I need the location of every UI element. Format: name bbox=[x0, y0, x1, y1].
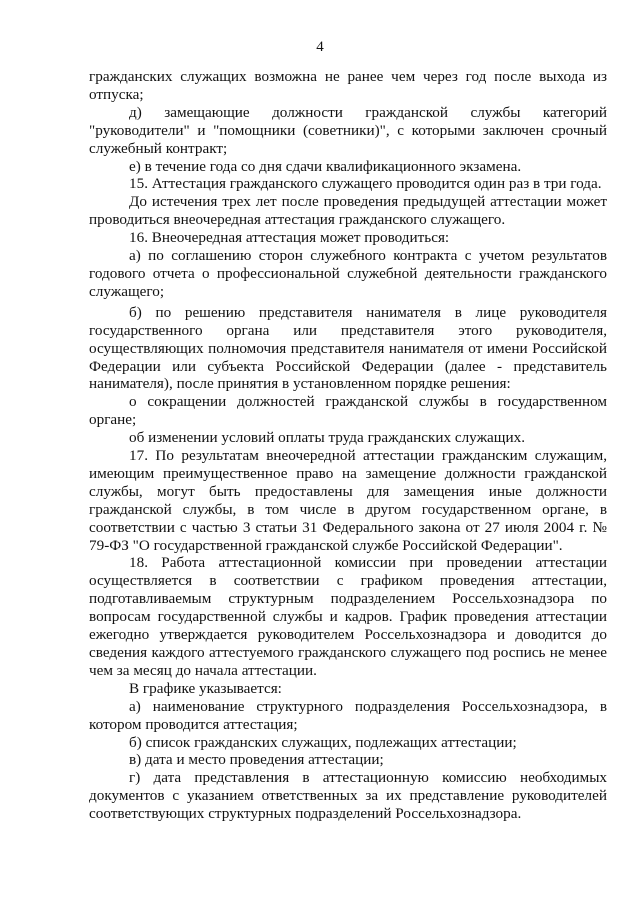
paragraph-16: 16. Внеочередная аттестация может проводиться: bbox=[129, 229, 450, 247]
paragraph-schedule-intro: В графике указывается: bbox=[129, 679, 282, 697]
paragraph-16-item-a: а) по соглашению сторон служебного контракта с учетом результатов годового отчета о профессиональной служебной деятельности гражданского служащего; bbox=[89, 247, 607, 300]
paragraph-schedule-item-b: б) список гражданских служащих, подлежащих аттестации; bbox=[129, 733, 517, 751]
paragraph-18: 18. Работа аттестационной комиссии при проведении аттестации осуществляется в соответствии с графиком проведения аттестации, подготавливаемым структурным подразделением Россельхознадзора по вопросам государственной службы и кадров. График проведения аттестации ежегодно утверждается руководителем Россельхознадзора и доводится до сведения каждого аттестуемого гражданского служащего под роспись не менее чем за месяц до начала аттестации. bbox=[89, 554, 607, 679]
paragraph-item-d: д) замещающие должности гражданской службы категорий "руководители" и "помощники (советники)", с которыми заключен срочный служебный контракт; bbox=[89, 103, 607, 157]
paragraph-16-reduction: о сокращении должностей гражданской службы в государственном органе; bbox=[89, 393, 607, 429]
paragraph-continuation: гражданских служащих возможна не ранее чем через год после выхода из отпуска; bbox=[89, 68, 607, 103]
paragraph-item-e: е) в течение года со дня сдачи квалификационного экзамена. bbox=[129, 157, 522, 175]
paragraph-15-continued: До истечения трех лет после проведения предыдущей аттестации может проводиться внеочередная аттестация гражданского служащего. bbox=[89, 193, 607, 229]
paragraph-schedule-item-v: в) дата и место проведения аттестации; bbox=[129, 751, 384, 769]
paragraph-schedule-item-a: а) наименование структурного подразделения Россельхознадзора, в котором проводится аттестация; bbox=[89, 697, 607, 733]
paragraph-schedule-item-g: г) дата представления в аттестационную комиссию необходимых документов с указанием ответственных за их представление руководителей соответствующих структурных подразделений Россельхознадзора. bbox=[89, 769, 607, 823]
paragraph-16-item-b: б) по решению представителя нанимателя в лице руководителя государственного органа или представителя этого руководителя, осуществляющих полномочия представителя нанимателя от имени Российской Федерации или субъекта Российской Федерации (далее - представитель нанимателя), после принятия в установленном порядке решения: bbox=[89, 303, 607, 393]
paragraph-16-pay-change: об изменении условий оплаты труда гражданских служащих. bbox=[129, 429, 526, 447]
page-number: 4 bbox=[316, 39, 324, 55]
paragraph-15: 15. Аттестация гражданского служащего проводится один раз в три года. bbox=[129, 175, 602, 193]
paragraph-17: 17. По результатам внеочередной аттестации гражданским служащим, имеющим преимущественное право на замещение должности гражданской службы, могут быть предоставлены для замещения иные должности гражданской службы, в том числе в другом государственном органе, в соответствии с частью 3 статьи 31 Федерального закона от 27 июля 2004 г. № 79-ФЗ "О государственной гражданской службе Российской Федерации". bbox=[89, 447, 607, 554]
document-body bbox=[89, 68, 607, 823]
